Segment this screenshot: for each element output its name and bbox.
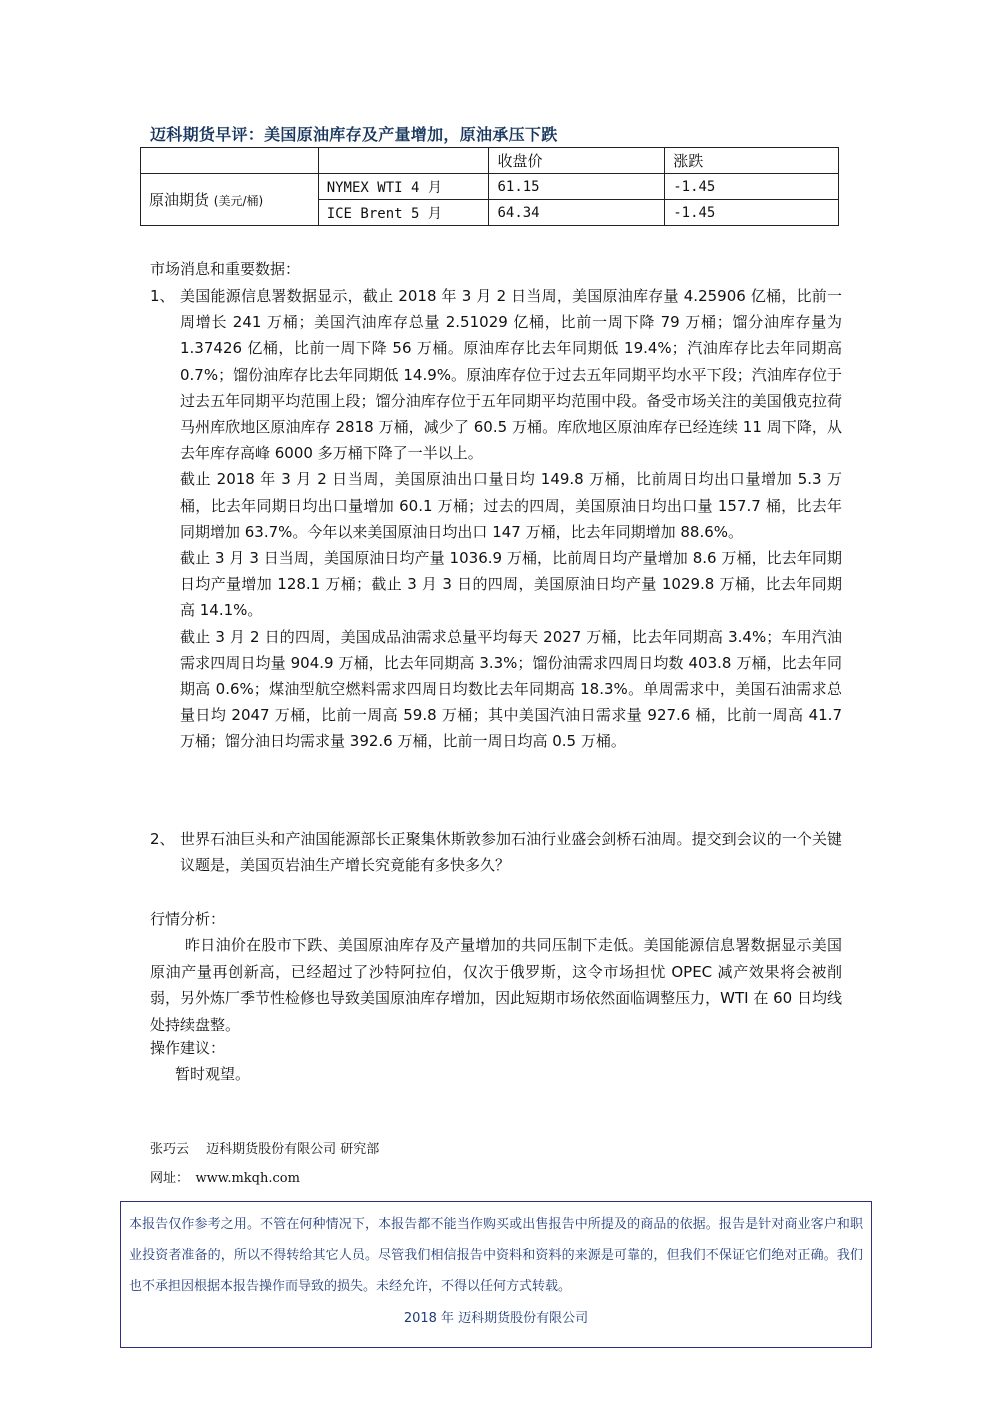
report-title: 迈科期货早评：美国原油库存及产量增加，原油承压下跌 bbox=[150, 125, 558, 144]
close-cell: 64.34 bbox=[489, 200, 665, 226]
table-row bbox=[141, 174, 839, 200]
website-line: 网址： www.mkqh.com bbox=[150, 1171, 300, 1186]
author-line: 张巧云 迈科期货股份有限公司 研究部 bbox=[150, 1142, 380, 1157]
operation-heading: 操作建议： bbox=[150, 1039, 226, 1057]
contract-cell: NYMEX WTI 4 月 bbox=[318, 174, 489, 200]
disclaimer-footer: 2018 年 迈科期货股份有限公司 bbox=[403, 1311, 589, 1326]
item-number: 2、 bbox=[150, 830, 175, 848]
contract-cell: ICE Brent 5 月 bbox=[318, 200, 489, 226]
row-label-cell bbox=[141, 174, 319, 226]
item-paragraph: 截止 3 月 3 日当周，美国原油日均产量 1036.9 万桶，比前周日均产量增加 8.6 万桶，比去年同期日均产量增加 128.1 万桶；截止 3 月 3 日的四周，美国原油日均产量 1029.8 万桶，比去年同期高 14.1%。 bbox=[180, 549, 842, 620]
price-table bbox=[140, 147, 839, 226]
analysis-heading: 行情分析： bbox=[150, 910, 226, 928]
close-cell: 61.15 bbox=[489, 174, 665, 200]
row-label: 原油期货 bbox=[149, 191, 210, 209]
operation-text: 暂时观望。 bbox=[175, 1065, 251, 1083]
item-paragraph: 截止 2018 年 3 月 2 日当周，美国原油出口量日均 149.8 万桶，比前周日均出口量增加 5.3 万桶，比去年同期日均出口量增加 60.1 万桶；过去的四周，美国原油日均出口量 157.7 桶，比去年同期增加 63.7%。今年以来美国原油日均出口 147 万桶，比去年同期增加 88.6%。 bbox=[180, 470, 842, 541]
table-header-change: 涨跌 bbox=[665, 148, 839, 174]
table-header-cell bbox=[141, 148, 319, 174]
news-heading: 市场消息和重要数据： bbox=[150, 260, 301, 278]
table-header-close: 收盘价 bbox=[489, 148, 665, 174]
change-cell: -1.45 bbox=[665, 200, 839, 226]
table-header-cell bbox=[318, 148, 489, 174]
row-unit: (美元/桶) bbox=[213, 194, 264, 208]
table-header-row bbox=[141, 148, 839, 174]
disclaimer-text: 本报告仅作参考之用。不管在何种情况下，本报告都不能当作购买或出售报告中所提及的商品的依据。报告是针对商业客户和职业投资者准备的，所以不得转给其它人员。尽管我们相信报告中资料和资料的来源是可靠的，但我们不保证它们绝对正确。我们也不承担因根据本报告操作而导致的损失。未经允许，不得以任何方式转载。 bbox=[129, 1217, 863, 1294]
analysis-text bbox=[150, 932, 842, 1038]
item-paragraph: 世界石油巨头和产油国能源部长正聚集休斯敦参加石油行业盛会剑桥石油周。提交到会议的一个关键议题是，美国页岩油生产增长究竟能有多快多久？ bbox=[180, 830, 842, 875]
item-paragraph: 截止 3 月 2 日的四周，美国成品油需求总量平均每天 2027 万桶，比去年同期高 3.4%；车用汽油需求四周日均量 904.9 万桶，比去年同期高 3.3%；馏份油需求四周日均数 403.8 万桶，比去年同期高 0.6%；煤油型航空燃料需求四周日均数比去年同期高 18.3%。单周需求中，美国石油需求总量日均 2047 万桶，比前一周高 59.8 万桶；其中美国汽油日需求量 927.6 桶，比前一周高 41.7 万桶；馏分油日均需求量 392.6 万桶，比前一周日均高 0.5 万桶。 bbox=[180, 627, 842, 751]
item-number: 1、 bbox=[150, 287, 175, 305]
change-cell: -1.45 bbox=[665, 174, 839, 200]
item-paragraph: 美国能源信息署数据显示，截止 2018 年 3 月 2 日当周，美国原油库存量 4.25906 亿桶，比前一周增长 241 万桶；美国汽油库存总量 2.51029 亿桶，比前一周下降 79 万桶；馏分油库存量为 1.37426 亿桶，比前一周下降 56 万桶。原油库存比去年同期低 19.4%；汽油库存比去年同期高 0.7%；馏份油库存比去年同期低 14.9%。原油库存位于过去五年同期平均水平下段；汽油库存位于过去五年同期平均范围上段；馏分油库存位于五年同期平均范围中段。备受市场关注的美国俄克拉荷马州库欣地区原油库存 2818 万桶，减少了 60.5 万桶。库欣地区原油库存已经连续 11 周下降，从去年库存高峰 6000 多万桶下降了一半以上。 bbox=[180, 287, 842, 463]
news-item-2 bbox=[150, 826, 842, 878]
news-item-1 bbox=[150, 283, 842, 755]
disclaimer-box bbox=[120, 1201, 872, 1348]
analysis-paragraph: 昨日油价在股市下跌、美国原油库存及产量增加的共同压制下走低。美国能源信息署数据显示美国原油产量再创新高，已经超过了沙特阿拉伯，仅次于俄罗斯，这令市场担忧 OPEC 减产效果将会被削弱，另外炼厂季节性检修也导致美国原油库存增加，因此短期市场依然面临调整压力，WTI 在 60 日均线处持续盘整。 bbox=[150, 936, 842, 1034]
